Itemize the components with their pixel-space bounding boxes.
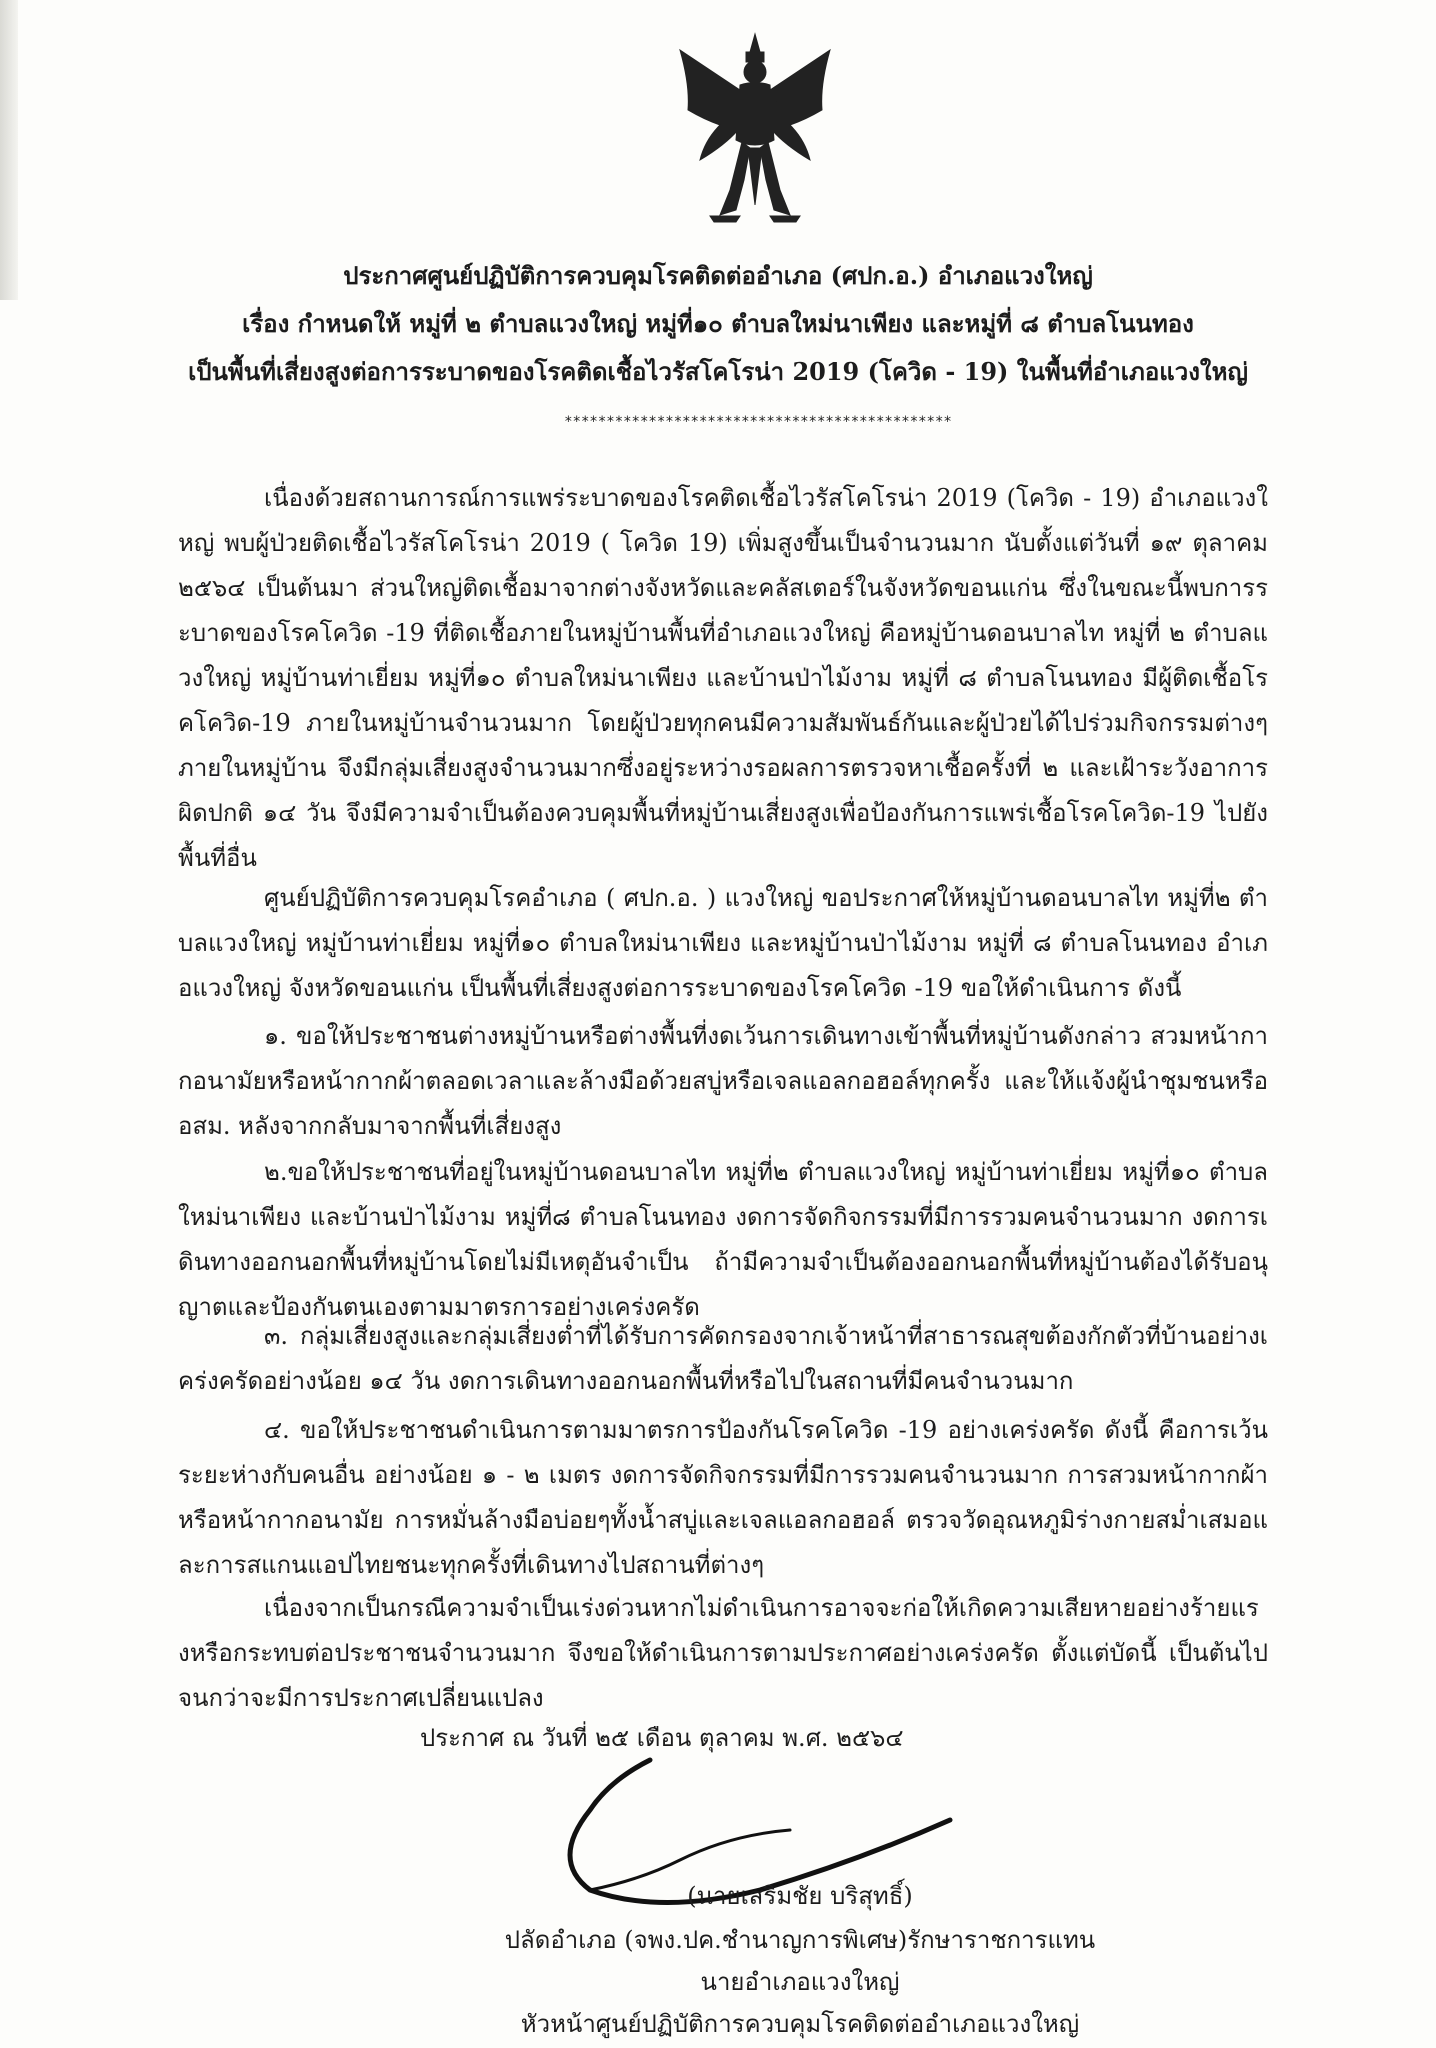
garuda-emblem-icon	[670, 30, 840, 230]
signer-acting-for: นายอำเภอแวงใหญ่	[700, 1968, 900, 1996]
signer-name: (นายเสริมชัย บริสุทธิ์)	[687, 1882, 913, 1910]
paragraph-item-1: ๑. ขอให้ประชาชนต่างหมู่บ้านหรือต่างพื้นที่งดเว้นการเดินทางเข้าพื้นที่หมู่บ้านดังกล่าว สวมหน้ากากอนามัยหรือหน้ากากผ้าตลอดเวลาและล้างมือด้วยสบู่หรือเจลแอลกอฮอล์ทุกครั้ง และให้แจ้งผู้นำชุมชนหรือ อสม. หลังจากกลับมาจากพื้นที่เสี่ยงสูง	[178, 1022, 1268, 1140]
separator: **********************************************	[564, 414, 952, 430]
signer-position: ปลัดอำเภอ (จพง.ปค.ชำนาญการพิเศษ)รักษาราชการแทน	[504, 1926, 1096, 1954]
signer-role: หัวหน้าศูนย์ปฏิบัติการควบคุมโรคติดต่ออำเภอแวงใหญ่	[520, 2010, 1080, 2038]
paper-edge	[0, 0, 18, 300]
heading-line-2: เรื่อง กำหนดให้ หมู่ที่ ๒ ตำบลแวงใหญ่ หมู่ที่๑๐ ตำบลใหม่นาเพียง และหมู่ที่ ๘ ตำบลโนนทอง	[242, 309, 1194, 338]
paragraph-closing: เนื่องจากเป็นกรณีความจำเป็นเร่งด่วนหากไม่ดำเนินการอาจจะก่อให้เกิดความเสียหายอย่างร้ายแรงหรือกระทบต่อประชาชนจำนวนมาก จึงขอให้ดำเนินการตามประกาศอย่างเคร่งครัด ตั้งแต่บัดนี้ เป็นต้นไป จนกว่าจะมีการประกาศเปลี่ยนแปลง	[178, 1594, 1268, 1712]
paragraph-background: เนื่องด้วยสถานการณ์การแพร่ระบาดของโรคติดเชื้อไวรัสโคโรน่า 2019 (โควิด - 19) อำเภอแวงใหญ่ พบผู้ป่วยติดเชื้อไวรัสโคโรน่า 2019 ( โควิด 19) เพิ่มสูงขึ้นเป็นจำนวนมาก นับตั้งแต่วันที่ ๑๙ ตุลาคม ๒๕๖๔ เป็นต้นมา ส่วนใหญ่ติดเชื้อมาจากต่างจังหวัดและคลัสเตอร์ในจังหวัดขอนแก่น ซึ่งในขณะนี้พบการระบาดของโรคโควิด -19 ที่ติดเชื้อภายในหมู่บ้านพื้นที่อำเภอแวงใหญ่ คือหมู่บ้านดอนบาลไท หมู่ที่ ๒ ตำบลแวงใหญ่ หมู่บ้านท่าเยี่ยม หมู่ที่๑๐ ตำบลใหม่นาเพียง และบ้านป่าไม้งาม หมู่ที่ ๘ ตำบลโนนทอง มีผู้ติดเชื้อโรคโควิด-19 ภายในหมู่บ้านจำนวนมาก โดยผู้ป่วยทุกคนมีความสัมพันธ์กันและผู้ป่วยได้ไปร่วมกิจกรรมต่างๆภายในหมู่บ้าน จึงมีกลุ่มเสี่ยงสูงจำนวนมากซึ่งอยู่ระหว่างรอผลการตรวจหาเชื้อครั้งที่ ๒ และเฝ้าระวังอาการผิดปกติ ๑๔ วัน จึงมีความจำเป็นต้องควบคุมพื้นที่หมู่บ้านเสี่ยงสูงเพื่อป้องกันการแพร่เชื้อโรคโควิด-19 ไปยังพื้นที่อื่น	[178, 484, 1268, 872]
heading-line-1: ประกาศศูนย์ปฏิบัติการควบคุมโรคติดต่ออำเภอ (ศปก.อ.) อำเภอแวงใหญ่	[343, 261, 1093, 290]
paragraph-item-2: ๒.ขอให้ประชาชนที่อยู่ในหมู่บ้านดอนบาลไท หมู่ที่๒ ตำบลแวงใหญ่ หมู่บ้านท่าเยี่ยม หมู่ที่๑๐ ตำบลใหม่นาเพียง และบ้านป่าไม้งาม หมู่ที่๘ ตำบลโนนทอง งดการจัดกิจกรรมที่มีการรวมคนจำนวนมาก งดการเดินทางออกนอกพื้นที่หมู่บ้านโดยไม่มีเหตุอันจำเป็น ถ้ามีความจำเป็นต้องออกนอกพื้นที่หมู่บ้านต้องได้รับอนุญาตและป้องกันตนเองตามมาตรการอย่างเคร่งครัด	[178, 1158, 1269, 1321]
date-line: ประกาศ ณ วันที่ ๒๕ เดือน ตุลาคม พ.ศ. ๒๕๖๔	[420, 1724, 904, 1752]
paragraph-item-4: ๔. ขอให้ประชาชนดำเนินการตามมาตรการป้องกันโรคโควิด -19 อย่างเคร่งครัด ดังนี้ คือการเว้นระยะห่างกับคนอื่น อย่างน้อย ๑ - ๒ เมตร งดการจัดกิจกรรมที่มีการรวมคนจำนวนมาก การสวมหน้ากากผ้าหรือหน้ากากอนามัย การหมั่นล้างมือบ่อยๆทั้งน้ำสบู่และเจลแอลกอฮอล์ ตรวจวัดอุณหภูมิร่างกายสม่ำเสมอและการสแกนแอปไทยชนะทุกครั้งที่เดินทางไปสถานที่ต่างๆ	[178, 1416, 1268, 1579]
paragraph-announcement: ศูนย์ปฏิบัติการควบคุมโรคอำเภอ ( ศปก.อ. ) แวงใหญ่ ขอประกาศให้หมู่บ้านดอนบาลไท หมู่ที่๒ ตำบลแวงใหญ่ หมู่บ้านท่าเยี่ยม หมู่ที่๑๐ ตำบลใหม่นาเพียง และหมู่บ้านป่าไม้งาม หมู่ที่ ๘ ตำบลโนนทอง อำเภอแวงใหญ่ จังหวัดขอนแก่น เป็นพื้นที่เสี่ยงสูงต่อการระบาดของโรคโควิด -19 ขอให้ดำเนินการ ดังนี้	[178, 884, 1268, 1002]
paragraph-item-3: ๓. กลุ่มเสี่ยงสูงและกลุ่มเสี่ยงต่ำที่ได้รับการคัดกรองจากเจ้าหน้าที่สาธารณสุขต้องกักตัวที่บ้านอย่างเคร่งครัดอย่างน้อย ๑๔ วัน งดการเดินทางออกนอกพื้นที่หรือไปในสถานที่มีคนจำนวนมาก	[178, 1322, 1268, 1395]
heading-line-3: เป็นพื้นที่เสี่ยงสูงต่อการระบาดของโรคติดเชื้อไวรัสโคโรน่า 2019 (โควิด - 19) ในพื้นที่อำเภอแวงใหญ่	[188, 357, 1248, 386]
